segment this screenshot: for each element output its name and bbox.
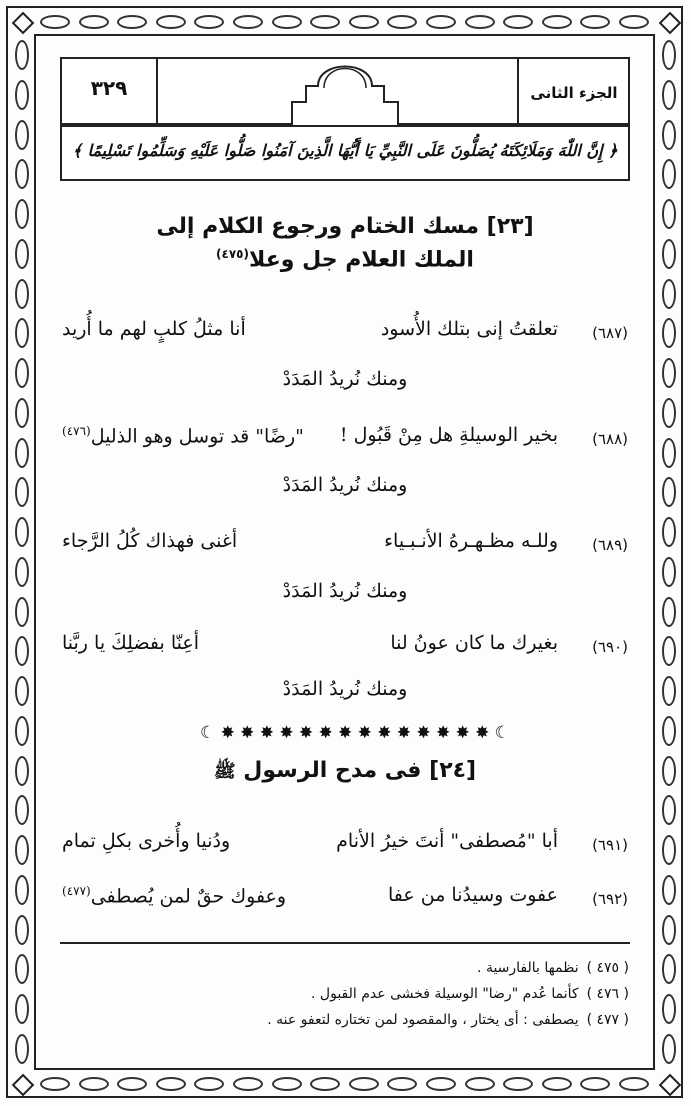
hemistich-text: "رضًا" قد توسل وهو الذليل <box>90 425 304 448</box>
verse-number: (٦٩١) <box>592 836 628 854</box>
poem-line <box>60 530 630 560</box>
first-hemistich: عفوت وسيدُنا من عفا <box>387 884 558 906</box>
first-hemistich: أبا "مُصطفى" أنتَ خيرُ الأنام <box>336 830 558 852</box>
refrain: ومنك نُريدُ المَدَدْ <box>282 580 408 602</box>
footnote-number: ( ٤٧٧ ) <box>586 1012 629 1028</box>
verse-number: (٦٨٧) <box>592 324 628 342</box>
star-icon: ✸ <box>240 723 255 743</box>
refrain: ومنك نُريدُ المَدَدْ <box>282 368 408 390</box>
star-icon: ✸ <box>475 723 490 743</box>
corner-ornament <box>657 10 681 34</box>
footnote <box>311 986 629 1002</box>
first-hemistich: وللـه مظـهـرهُ الأنـبـياء <box>384 530 558 552</box>
top-chain-border <box>40 10 649 34</box>
star-icon: ✸ <box>318 723 333 743</box>
footnote <box>477 960 629 976</box>
crescent-icon: ☾ <box>200 723 216 743</box>
header-divider <box>156 57 158 125</box>
verse-text: ﴿ إِنَّ اللّٰهَ وَمَلَائِكَتَهُ يُصَلُّونَ عَلَى النَّبِيِّ يَا أَيُّهَا الَّذِينَ آمَنُوا صَلُّوا عَلَيْهِ وَسَلِّمُوا تَسْلِيمًا ﴾ <box>72 141 618 160</box>
footnote-number: ( ٤٧٦ ) <box>586 986 629 1002</box>
second-hemistich <box>62 884 286 907</box>
star-icon: ✸ <box>435 723 451 743</box>
ornament-divider <box>200 722 510 744</box>
right-chain-border <box>657 40 681 1064</box>
footnote-text: كأنما عُدم "رضا" الوسيلة فخشى عدم القبول . <box>311 986 579 1002</box>
star-icon: ✸ <box>338 723 353 743</box>
footnote-ref: (٤٧٥) <box>216 247 249 261</box>
corner-ornament <box>657 1072 681 1096</box>
poem-line <box>60 318 630 348</box>
star-icon: ✸ <box>455 723 470 743</box>
corner-ornament <box>10 10 34 34</box>
part-label: الجزء الثانى <box>530 84 618 102</box>
verse-number: (٦٩٢) <box>592 890 628 908</box>
refrain: ومنك نُريدُ المَدَدْ <box>282 678 408 700</box>
first-hemistich: بغيرك ما كان عونُ لنا <box>390 632 558 654</box>
footnote-ref: (٤٧٧) <box>62 884 91 898</box>
second-hemistich: أنا مثلُ كلبٍ لهم ما أُريد <box>62 318 246 340</box>
bottom-chain-border <box>40 1072 649 1096</box>
footnote-number: ( ٤٧٥ ) <box>586 960 629 976</box>
corner-ornament <box>10 1072 34 1096</box>
star-icon: ✸ <box>357 723 372 743</box>
footnote <box>267 1012 629 1028</box>
left-chain-border <box>10 40 34 1064</box>
second-hemistich: ودُنيا وأُخرى بكلِ تمام <box>62 830 231 852</box>
star-icon: ✸ <box>259 723 274 743</box>
footnote-text: نظمها بالفارسية . <box>477 960 579 976</box>
section-title: [٢٣] مسك الختام ورجوع الكلام إلى <box>156 214 534 239</box>
first-hemistich: بخير الوسيلةِ هل مِنْ قَبُول ! <box>339 424 558 446</box>
footnote-rule <box>60 942 630 944</box>
star-icon: ✸ <box>416 723 431 743</box>
section-title-line2 <box>60 247 630 272</box>
section-title-2 <box>60 758 630 786</box>
footnote-ref: (٤٧٦) <box>62 424 91 438</box>
star-icon: ✸ <box>298 723 314 743</box>
second-hemistich <box>62 424 304 447</box>
section-title-text: الملك العلام جل وعلا <box>249 247 474 273</box>
second-hemistich: أعِنّا بفضلِكَ يا ربَّنا <box>62 632 199 654</box>
poem-line <box>60 424 630 454</box>
footnote-text: يصطفى : أى يختار ، والمقصود لمن تختاره لتعفو عنه . <box>267 1012 579 1028</box>
page-number: ٣٢٩ <box>90 76 128 100</box>
verse-number: (٦٩٠) <box>592 638 628 656</box>
crescent-icon: ☾ <box>494 723 510 743</box>
crescent-icon <box>288 40 402 126</box>
honorific: ﷺ <box>213 761 236 782</box>
verse-number: (٦٨٩) <box>592 536 628 554</box>
hemistich-text: وعفوك حقٌ لمن يُصطفى <box>90 885 287 908</box>
section-title-text: [٢٤] فى مدح الرسول <box>243 758 477 783</box>
star-icon: ✸ <box>220 723 235 743</box>
poem-line <box>60 632 630 662</box>
star-icon: ✸ <box>279 723 294 743</box>
second-hemistich: أغنى فهذاك كُلُ الرَّجاء <box>62 530 238 552</box>
refrain: ومنك نُريدُ المَدَدْ <box>282 474 408 496</box>
verse-number: (٦٨٨) <box>592 430 628 448</box>
star-icon: ✸ <box>396 723 412 743</box>
star-icon: ✸ <box>377 723 392 743</box>
poem-line <box>60 884 630 914</box>
poem-line <box>60 830 630 860</box>
first-hemistich: تعلقتُ إنى بتلك الأُسود <box>380 318 558 340</box>
